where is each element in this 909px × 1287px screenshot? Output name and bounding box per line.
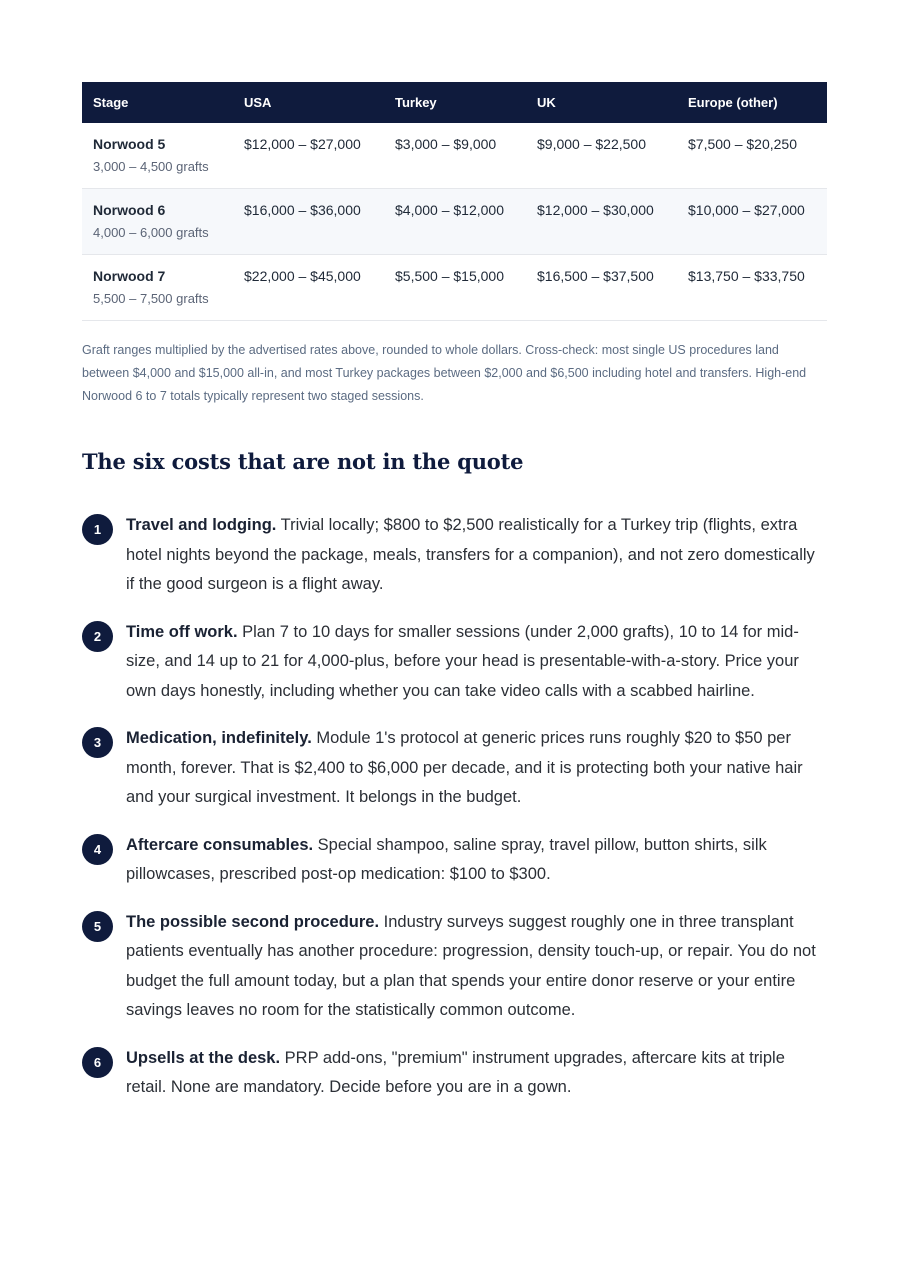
item-text (126, 618, 816, 707)
price: $10,000 – $27,000 (688, 202, 805, 218)
uk-price-cell (526, 123, 677, 189)
cost-comparison-table (82, 82, 827, 321)
list-item (82, 831, 816, 890)
stage-name: Norwood 7 (93, 268, 166, 284)
table-footnote: Graft ranges multiplied by the advertised rates above, rounded to whole dollars. Cross-check: most single US procedures land between $4,000 and $15,000 all-in, and most Turkey packages between $2,000 and $6,500 including hotel and transfers. High-end Norwood 6 to 7 totals typically represent two staged sessions. (82, 343, 807, 403)
number-badge: 5 (82, 911, 113, 942)
europe-price-cell (677, 189, 827, 255)
graft-range: 3,000 – 4,500 grafts (93, 159, 209, 174)
item-text (126, 1044, 816, 1103)
stage-cell (82, 189, 233, 255)
item-text (126, 908, 816, 1026)
price: $7,500 – $20,250 (688, 136, 797, 152)
hidden-costs-list (82, 511, 827, 1103)
number-badge: 2 (82, 621, 113, 652)
stage-cell (82, 255, 233, 321)
item-body: PRP add-ons, "premium" instrument upgrades, aftercare kits at triple retail. None are mandatory. Decide before you are in a gown. (126, 1048, 785, 1096)
turkey-price-cell (384, 189, 526, 255)
europe-price-cell (677, 123, 827, 189)
item-text (126, 724, 816, 813)
item-title: The possible second procedure. (126, 912, 380, 931)
number-badge: 4 (82, 834, 113, 865)
price: $3,000 – $9,000 (395, 136, 497, 152)
price: $12,000 – $30,000 (537, 202, 654, 218)
graft-range: 5,500 – 7,500 grafts (93, 291, 209, 306)
table-row (82, 189, 827, 255)
item-body: Plan 7 to 10 days for smaller sessions (under 2,000 grafts), 10 to 14 for mid-size, and 14 up to 21 for 4,000-plus, before your head is presentable-with-a-story. Price your own days honestly, including whether you can take video calls with a scabbed hairline. (126, 622, 799, 700)
item-title: Upsells at the desk. (126, 1048, 281, 1067)
stage-name: Norwood 5 (93, 136, 166, 152)
table-row (82, 255, 827, 321)
price: $9,000 – $22,500 (537, 136, 646, 152)
item-body: Special shampoo, saline spray, travel pillow, button shirts, silk pillowcases, prescribed post-op medication: $100 to $300. (126, 835, 767, 883)
column-header-europe: Europe (other) (688, 95, 778, 110)
item-body: Industry surveys suggest roughly one in three transplant patients eventually has another procedure: progression, density touch-up, or repair. You do not budget the full amount today, but a plan that spends your entire donor reserve or your entire savings leaves no room for the statistically common outcome. (126, 912, 816, 1019)
stage-name: Norwood 6 (93, 202, 166, 218)
price: $22,000 – $45,000 (244, 268, 361, 284)
stage-cell (82, 123, 233, 189)
item-title: Medication, indefinitely. (126, 729, 312, 747)
column-header-usa: USA (244, 95, 272, 110)
price: $4,000 – $12,000 (395, 202, 504, 218)
number-badge: 3 (82, 727, 113, 758)
table-row (82, 123, 827, 189)
section-title: The six costs that are not in the quote (82, 449, 524, 474)
price: $16,000 – $36,000 (244, 202, 361, 218)
price: $12,000 – $27,000 (244, 136, 361, 152)
column-header-uk: UK (537, 95, 556, 110)
table-header-row (82, 82, 827, 123)
list-item (82, 1044, 816, 1103)
list-item (82, 511, 816, 600)
column-header-turkey: Turkey (395, 95, 437, 110)
graft-range: 4,000 – 6,000 grafts (93, 225, 209, 240)
usa-price-cell (233, 189, 384, 255)
column-header-stage: Stage (93, 95, 129, 110)
europe-price-cell (677, 255, 827, 321)
item-title: Travel and lodging. (126, 516, 277, 534)
item-text (126, 511, 816, 600)
item-title: Aftercare consumables. (126, 835, 314, 854)
number-badge: 1 (82, 514, 113, 545)
item-body: Trivial locally; $800 to $2,500 realistically for a Turkey trip (flights, extra hotel nights beyond the package, meals, transfers for a companion), and not zero domestically if the good surgeon is a flight away. (126, 516, 815, 593)
usa-price-cell (233, 123, 384, 189)
list-item (82, 724, 816, 813)
item-text (126, 831, 816, 890)
price: $13,750 – $33,750 (688, 268, 805, 284)
price: $16,500 – $37,500 (537, 268, 654, 284)
uk-price-cell (526, 189, 677, 255)
list-item (82, 908, 816, 1026)
turkey-price-cell (384, 255, 526, 321)
item-body: Module 1's protocol at generic prices runs roughly $20 to $50 per month, forever. That is $2,400 to $6,000 per decade, and it is protecting both your native hair and your surgical investment. It belongs in the budget. (126, 729, 803, 806)
usa-price-cell (233, 255, 384, 321)
number-badge: 6 (82, 1047, 113, 1078)
uk-price-cell (526, 255, 677, 321)
item-title: Time off work. (126, 622, 238, 641)
list-item (82, 618, 816, 707)
turkey-price-cell (384, 123, 526, 189)
price: $5,500 – $15,000 (395, 268, 504, 284)
